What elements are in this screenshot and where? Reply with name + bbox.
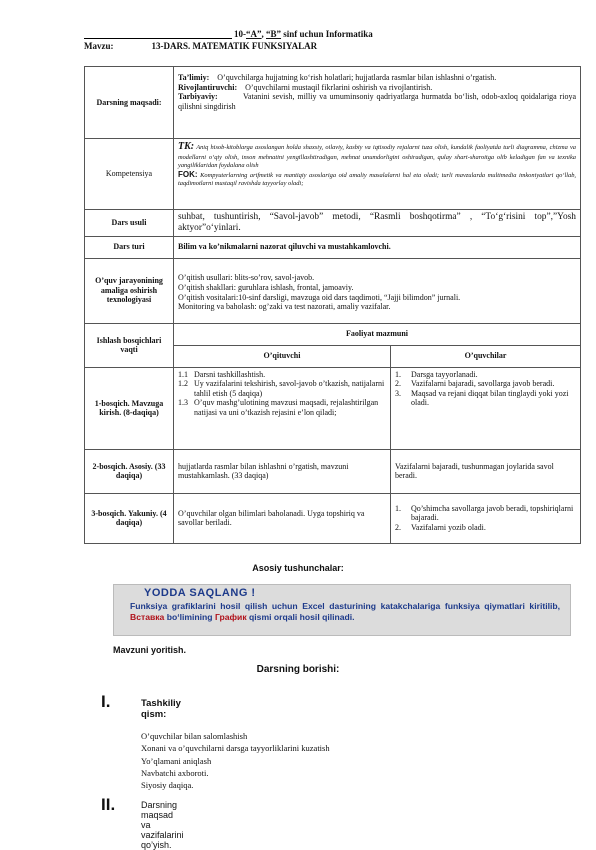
stage3-label: 3-bosqich. Yakuniy. (4 daqiqa) — [85, 493, 174, 543]
underline-blank — [84, 38, 232, 39]
bosqich-label: Ishlash bosqichlari vaqti — [85, 323, 174, 367]
oqituvchi-header: O’qituvchi — [174, 345, 391, 367]
notice-body — [130, 601, 560, 622]
item-number: 1.1 — [178, 369, 188, 379]
item-text: O’quv mashg’ulotining mavzusi maqsadi, rejalashtirilgan natijasi va uni o’tkazish rejasini e’lon qiladi; — [194, 398, 379, 417]
grade-suffix: sinf uchun Informatika — [281, 29, 373, 39]
stage1-teacher — [174, 367, 391, 449]
maqsad-label: Darsning maqsadi: — [85, 67, 174, 139]
section-1-items — [141, 730, 330, 791]
notice-highlight-vstavka: Вставка — [130, 611, 165, 622]
grade-sep: , — [261, 29, 266, 39]
section-2-numeral: II. — [101, 795, 116, 814]
row-stage3 — [85, 493, 581, 543]
darsning-borishi-heading: Darsning borishi: — [256, 664, 340, 675]
rivoj-label: Rivojlantiruvchi: — [178, 82, 238, 92]
section-1-numeral: I. — [101, 692, 111, 711]
item-text: Vazifalarni bajaradi, savollarga javob beradi. — [411, 379, 555, 389]
row-stage2 — [85, 449, 581, 493]
grade-b: “B” — [266, 29, 282, 39]
fok-label: FOK: — [178, 169, 198, 179]
stage2-label: 2-bosqich. Asosiy. (33 daqiqa) — [85, 449, 174, 493]
maqsad-content — [174, 67, 581, 139]
stage1-label: 1-bosqich. Mavzuga kirish. (8-daqiqa) — [85, 367, 174, 449]
mavzu-label: Mavzu: — [84, 41, 114, 51]
list-item: Xonani va o’quvchilarni darsga tayyorliklarini kuzatish — [141, 743, 330, 754]
tarbiya-text: Vatanini sevish, milliy va umuminsoniy qadriyatlarga hurmatda bo‘lish, odob-axloq qoidalariga rioya qilishni singdirish — [178, 92, 576, 111]
jarayon-line4: Monitoring va baholash: og’zaki va test nazorati, amaliy vazifalar. — [178, 302, 391, 312]
jarayon-line3: O’qitish vositalari:10-sinf darsligi, mavzuga oid dars taqdimoti, “Jajji bilimdon” jurnali. — [178, 292, 461, 302]
item-text: Vazifalarni yozib oladi. — [411, 522, 486, 532]
talimiy-label: Ta’limiy: — [178, 73, 210, 82]
oquvchilar-header: O’quvchilar — [391, 345, 581, 367]
item-number: 1. — [395, 369, 401, 379]
row-maqsad — [85, 67, 581, 139]
stage3-student-item — [395, 504, 576, 523]
jarayon-line1: O’qitish usullari: blits-so’rov, savol-javob. — [178, 273, 315, 283]
mavzuni-yoritish-heading: Mavzuni yoritish. — [113, 645, 187, 655]
stage1-teacher-item — [178, 379, 386, 398]
item-number: 1. — [395, 503, 401, 513]
grade-a: “A” — [246, 29, 262, 39]
notice-title: YODDA SAQLANG ! — [144, 587, 256, 599]
stage3-teacher: O’quvchilar olgan bilimlari baholanadi. Uyga topshiriq va savollar beriladi. — [174, 493, 391, 543]
row-stage1 — [85, 367, 581, 449]
row-faoliyat — [85, 323, 581, 345]
item-number: 2. — [395, 379, 401, 389]
stage1-student-item — [395, 370, 576, 380]
stage2-teacher: hujjatlarda rasmlar bilan ishlashni o’rgatish, mavzuni mustahkamlash. (33 daqiqa) — [174, 449, 391, 493]
row-jarayon — [85, 258, 581, 323]
list-item: O’quvchilar bilan salomlashish — [141, 731, 248, 741]
turi-label: Dars turi — [85, 236, 174, 258]
tk-label: TK: — [178, 141, 195, 152]
header-topic-line — [84, 41, 317, 51]
jarayon-label: O’quv jarayonining amaliga oshirish texnologiyasi — [85, 258, 174, 323]
rivoj-text: O’quvchilarni mustaqil fikrlarini oshirish va rivojlantirish. — [245, 82, 433, 92]
stage3-students — [391, 493, 581, 543]
usuli-label: Dars usuli — [85, 210, 174, 237]
item-text: Qo’shimcha savollarga javob beradi, topshiriqlarni bajaradi. — [411, 503, 574, 523]
item-number: 1.3 — [178, 398, 188, 408]
jarayon-content — [174, 258, 581, 323]
tk-text: Aniq hisob-kitoblarga asoslangan holda shaxsiy, oilaviy, kasbiy va iqtisodiy rejalarni tuza olish, kundalik faoliyatda turli diagramma, chizma va modellarni o‘qiy olish, inson mehnatini yengillashtiradigan, mehnat unumdorligini oshiradigan, qulay shart-sharoitga olib keladigan fan va texnika yangiliklaridan foydalana olish — [178, 144, 576, 169]
stage1-students — [391, 367, 581, 449]
jarayon-line2: O’qitish shakllari: guruhlara ishlash, frontal, jamoaviy. — [178, 283, 354, 293]
row-kompetensiya — [85, 139, 581, 210]
row-usuli — [85, 210, 581, 237]
section-2-title: Darsning maqsad va vazifalarini qo’yish. — [141, 800, 184, 850]
list-item: Navbatchi axboroti. — [141, 767, 209, 778]
stage1-teacher-item — [178, 398, 386, 417]
notice-text-1: Funksiya grafiklarini hosil qilish uchun Excel dasturining katakchalariga funksiya qiymatlari kiritilib, — [130, 601, 560, 611]
lesson-title: 13-DARS. MATEMATIK FUNKSIYALAR — [151, 41, 318, 51]
notice-highlight-grafik: График — [214, 611, 247, 622]
header-grade-line — [84, 29, 373, 39]
notice-text-3: qismi orqali hosil qilinadi. — [249, 611, 355, 622]
grade-prefix: 10- — [234, 29, 246, 39]
fok-text: Kompyuterlarning arifmetik va mantiqiy asoslariga oid amaliy masalalarni hal eta oladi; turli mavzularda multimedia imkoniyatlari qo‘llab, taqdimotlarni mustaqil ravishda tayyorlay oladi; — [178, 171, 576, 187]
kompetensiya-label: Kompetensiya — [85, 139, 174, 210]
item-number: 3. — [395, 388, 401, 398]
list-item: Siyosiy daqiqa. — [141, 780, 194, 791]
notice-text-2: bo‘limining — [166, 611, 213, 622]
item-number: 1.2 — [178, 379, 188, 389]
stage1-teacher-item — [178, 370, 386, 380]
usuli-text: suhbat, tushuntirish, “Savol-javob” metodi, “Rasmli boshqotirma” , “To‘g‘risini top”,”Yosh aktyor”o‘yinlari. — [174, 210, 581, 237]
talimiy-text: O’quvchilarga hujjatning ko‘rish holatlari; hujjatlarda rasmlar bilan ishlashni o’rgatish. — [217, 73, 497, 82]
item-text: Uy vazifalarini tekshirish, savol-javob o’tkazish, natijalarni tahlil etish (5 daqiqa) — [194, 379, 385, 398]
asosiy-tushunchalar-heading: Asosiy tushunchalar: — [252, 563, 344, 573]
stage3-student-item — [395, 523, 576, 533]
faoliyat-header: Faoliyat mazmuni — [174, 323, 581, 345]
yodda-saqlang-box — [113, 584, 571, 636]
stage2-students: Vazifalarni bajaradi, tushunmagan joylarida savol beradi. — [391, 449, 581, 493]
item-text: Maqsad va rejani diqqat bilan tinglaydi yoki yozi oladi. — [411, 388, 569, 408]
item-text: Darsga tayyorlanadi. — [411, 369, 478, 379]
stage1-student-item — [395, 379, 576, 389]
row-turi — [85, 236, 581, 258]
stage1-student-item — [395, 389, 576, 408]
list-item: Yo’qlamani aniqlash — [141, 755, 212, 766]
lesson-plan-table — [84, 66, 581, 544]
section-1-title: Tashkiliy qism: — [141, 698, 181, 720]
tarbiya-label: Tarbiyaviy: — [178, 92, 218, 102]
item-number: 2. — [395, 522, 401, 532]
turi-text: Bilim va ko’nikmalarni nazorat qiluvchi va mustahkamlovchi. — [174, 236, 581, 258]
kompetensiya-content — [174, 139, 581, 210]
item-text: Darsni tashkillashtish. — [194, 369, 266, 379]
